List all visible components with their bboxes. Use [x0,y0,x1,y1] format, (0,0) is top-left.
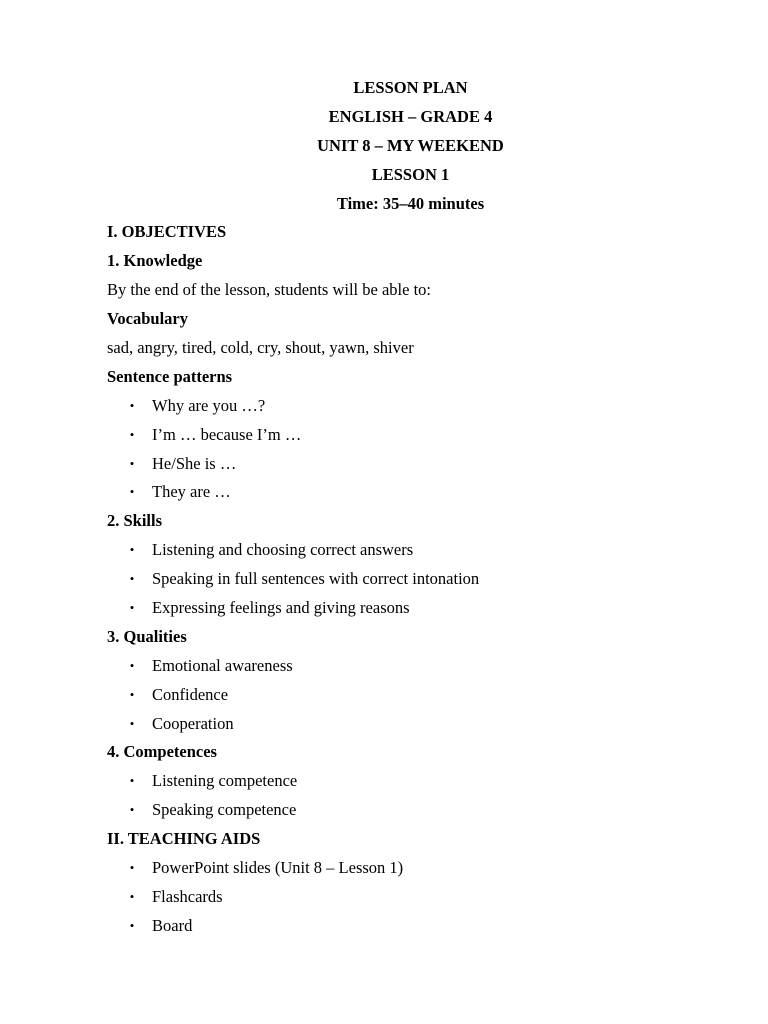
bullet-icon: • [129,397,135,413]
bullet-icon: • [129,455,135,471]
doc-unit: UNIT 8 – MY WEEKEND [317,135,504,155]
doc-time: Time: 35–40 minutes [336,193,485,213]
bullet-icon: • [129,571,135,587]
list-item-text: Board [152,915,193,935]
list-item [107,681,714,710]
doc-subject: ENGLISH – GRADE 4 [328,106,493,126]
competences-heading: 4. Competences [107,742,217,762]
list-item [107,710,714,739]
list-item [107,536,714,565]
list-item-text: Listening and choosing correct answers [152,540,414,560]
doc-lesson: LESSON 1 [371,164,450,184]
list-item-text: They are … [152,482,231,502]
list-item [107,565,714,594]
list-item-text: Expressing feelings and giving reasons [152,598,410,618]
list-item-text: Listening competence [152,771,298,791]
sentence-patterns-heading: Sentence patterns [107,366,233,386]
list-item [107,912,714,941]
bullet-icon: • [129,917,135,933]
bullet-icon: • [129,773,135,789]
bullet-icon: • [129,860,135,876]
bullet-icon: • [129,715,135,731]
bullet-icon: • [129,802,135,818]
list-item [107,594,714,623]
knowledge-intro: By the end of the lesson, students will be able to: [107,280,431,300]
list-item [107,421,714,450]
document-page [107,74,714,941]
list-item-text: Speaking in full sentences with correct intonation [152,569,480,589]
list-item-text: Flashcards [152,886,223,906]
list-item [107,796,714,825]
bullet-icon: • [129,888,135,904]
list-item [107,883,714,912]
list-item [107,392,714,421]
bullet-icon: • [129,657,135,673]
bullet-icon: • [129,686,135,702]
section-objectives-heading: I. OBJECTIVES [107,222,227,242]
list-item [107,478,714,507]
list-item-text: He/She is … [152,453,237,473]
list-item [107,767,714,796]
list-item-text: I’m … because I’m … [152,424,302,444]
list-item-text: Why are you …? [152,395,266,415]
skills-heading: 2. Skills [107,511,163,531]
vocabulary-heading: Vocabulary [107,309,188,329]
qualities-heading: 3. Qualities [107,626,187,646]
list-item-text: PowerPoint slides (Unit 8 – Lesson 1) [152,858,404,878]
list-item-text: Cooperation [152,713,234,733]
bullet-icon: • [129,426,135,442]
list-item [107,450,714,479]
list-item-text: Confidence [152,684,229,704]
bullet-icon: • [129,542,135,558]
list-item-text: Emotional awareness [152,655,293,675]
vocabulary-list: sad, angry, tired, cold, cry, shout, yawn, shiver [107,338,414,358]
bullet-icon: • [129,484,135,500]
list-item [107,652,714,681]
doc-title: LESSON PLAN [353,78,468,97]
list-item [107,854,714,883]
knowledge-heading: 1. Knowledge [107,251,203,271]
list-item-text: Speaking competence [152,800,297,820]
bullet-icon: • [129,600,135,616]
section-teaching-aids-heading: II. TEACHING AIDS [107,829,261,849]
